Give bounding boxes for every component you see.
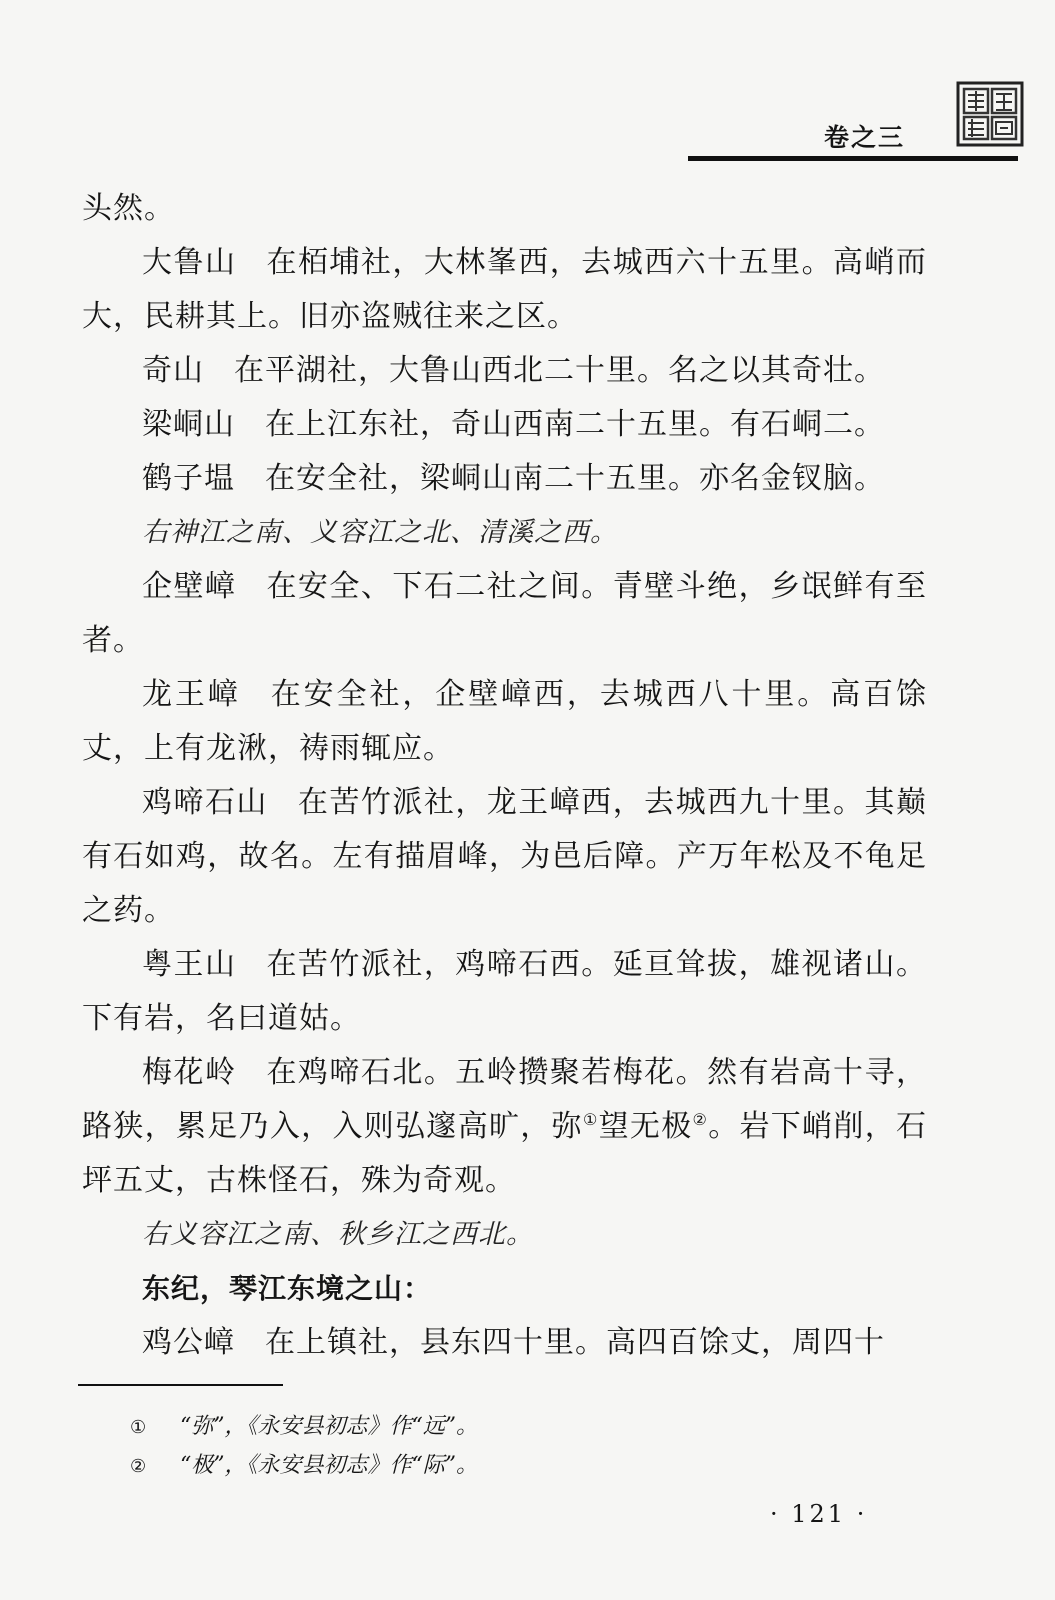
entry-paragraph <box>82 776 927 938</box>
footnote <box>130 1408 830 1447</box>
footnote-text: “弥”，《永安县初志》作“远”。 <box>180 1414 478 1439</box>
entry-text: 在苦竹派社，鸡啼石西。延亘耸拔，雄视诸山。下有岩，名曰道姑。 <box>82 947 928 1036</box>
footnote-ref[interactable]: ② <box>692 1110 709 1129</box>
entry-text: 在平湖社，大鲁山西北二十里。名之以其奇壮。 <box>234 353 885 388</box>
footnote <box>130 1447 830 1486</box>
paragraph <box>82 182 927 236</box>
page-number: · 121 · <box>770 1500 868 1528</box>
entry-text: 在安全社，梁峒山南二十五里。亦名金钗脑。 <box>265 461 885 496</box>
summary-text: 右神江之南、义容江之北、清溪之西。 <box>142 517 618 548</box>
summary-text: 右义容江之南、秋乡江之西北。 <box>142 1219 534 1250</box>
entry-paragraph <box>82 668 927 776</box>
header-rule <box>688 156 1018 161</box>
footnote-ref[interactable]: ① <box>582 1110 599 1129</box>
chapter-title: 卷之三 <box>823 123 905 152</box>
entry-name: 鸡啼石山 <box>142 785 268 820</box>
entry-paragraph <box>82 398 927 452</box>
entry-name: 奇山 <box>142 353 204 388</box>
region-summary <box>82 506 927 560</box>
entry-name: 龙王嶂 <box>142 677 241 712</box>
footnote-text: “极”，《永安县初志》作“际”。 <box>180 1453 478 1478</box>
seal-logo-icon <box>955 80 1025 148</box>
entry-text: 在安全社，企壁嶂西，去城西八十里。高百馀丈，上有龙湫，祷雨辄应。 <box>82 677 928 766</box>
entry-name: 梁峒山 <box>142 407 235 442</box>
entry-name: 企壁嶂 <box>142 569 237 604</box>
entry-text: 在苦竹派社，龙王嶂西，去城西九十里。其巅有石如鸡，故名。左有描眉峰，为邑后障。产万年松及不龟足之药。 <box>82 785 928 928</box>
entry-text: 在上江东社，奇山西南二十五里。有石峒二。 <box>265 407 885 442</box>
entry-name: 鹤子塭 <box>142 461 235 496</box>
footnotes <box>130 1408 830 1486</box>
entry-paragraph <box>82 452 927 506</box>
entry-paragraph <box>82 1316 927 1370</box>
main-text <box>82 182 927 1370</box>
entry-name: 梅花岭 <box>142 1055 237 1090</box>
entry-text: 望无极 <box>598 1109 693 1144</box>
section-heading <box>82 1262 927 1316</box>
entry-text: 。岩下峭削，石坪五丈，古株怪石，殊为奇观。 <box>82 1109 928 1198</box>
entry-paragraph <box>82 1046 927 1208</box>
region-summary <box>82 1208 927 1262</box>
entry-text: 在安全、下石二社之间。青壁斗绝，乡氓鲜有至者。 <box>82 569 928 658</box>
footnote-rule <box>78 1384 283 1386</box>
footnote-mark: ① <box>130 1417 147 1438</box>
entry-text: 在鸡啼石北。五岭攒聚若梅花。然有岩高十寻，路狭，累足乃入，入则弘邃高旷，弥 <box>82 1055 928 1144</box>
entry-paragraph <box>82 560 927 668</box>
footnote-mark: ② <box>130 1456 147 1477</box>
entry-name: 鸡公嶂 <box>142 1325 235 1360</box>
entry-paragraph <box>82 938 927 1046</box>
entry-text: 在栢埔社，大林峯西，去城西六十五里。高峭而大，民耕其上。旧亦盗贼往来之区。 <box>82 245 928 334</box>
entry-name: 粤王山 <box>142 947 237 982</box>
entry-paragraph <box>82 344 927 398</box>
section-heading-text: 东纪，琴江东境之山： <box>142 1272 433 1305</box>
entry-paragraph <box>82 236 927 344</box>
entry-name: 大鲁山 <box>142 245 237 280</box>
entry-text: 在上镇社，县东四十里。高四百馀丈，周四十 <box>265 1325 885 1360</box>
paragraph-text: 头然。 <box>82 191 175 226</box>
